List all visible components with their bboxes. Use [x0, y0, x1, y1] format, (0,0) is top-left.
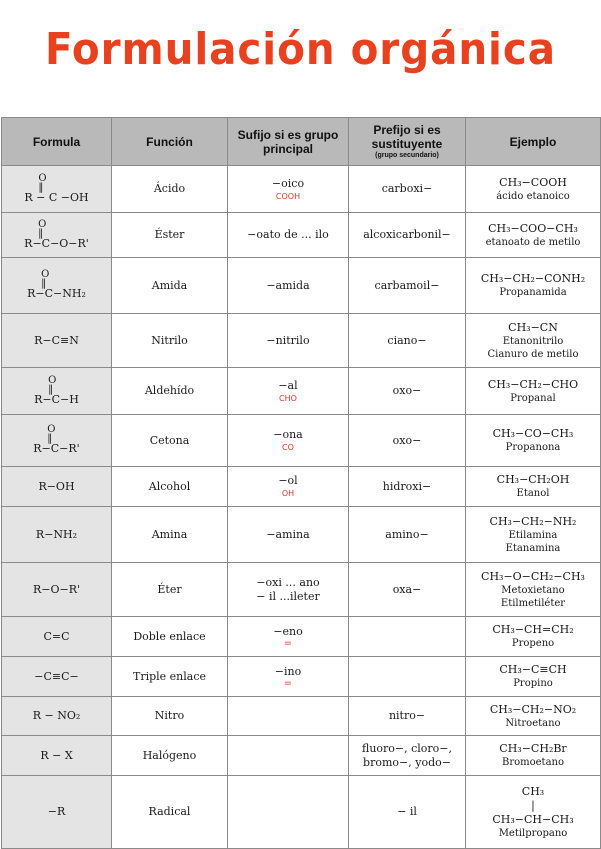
functional-groups-table	[1, 117, 601, 849]
formula-cell: R−OH	[2, 467, 112, 507]
formula-cell: −C≡C−	[2, 657, 112, 697]
prefijo-cell: oxo−	[349, 368, 466, 415]
table-row	[2, 415, 601, 467]
prefijo-cell: − il	[349, 776, 466, 849]
prefijo-cell	[349, 657, 466, 697]
table-row	[2, 467, 601, 507]
formula-cell: R−O−R'	[2, 563, 112, 617]
handwritten-note: COOH	[275, 191, 301, 201]
ejemplo-cell: CH₃−CH₂−NO₂ Nitroetano	[466, 697, 601, 736]
formula-cell: −R	[2, 776, 112, 849]
handwritten-note: =	[283, 638, 293, 649]
ejemplo-cell: CH₃−C≡CH Propino	[466, 657, 601, 697]
table-row	[2, 697, 601, 736]
funcion-cell: Alcohol	[112, 467, 228, 507]
funcion-cell: Aldehído	[112, 368, 228, 415]
formula-cell: R−C≡N	[2, 314, 112, 368]
table-row	[2, 617, 601, 657]
formula-cell: O ‖ R−C−R'	[2, 415, 112, 467]
funcion-cell: Halógeno	[112, 736, 228, 776]
formula-cell: R − NO₂	[2, 697, 112, 736]
header-prefijo: Prefijo si es sustituyente (grupo secundario)	[349, 118, 466, 166]
funcion-cell: Cetona	[112, 415, 228, 467]
formula-cell: O ‖ R−C−O−R'	[2, 213, 112, 258]
sufijo-cell: −amida	[228, 258, 349, 314]
funcion-cell: Éster	[112, 213, 228, 258]
prefijo-cell: alcoxicarbonil−	[349, 213, 466, 258]
prefijo-cell: carbamoil−	[349, 258, 466, 314]
sufijo-cell: −eno =	[228, 617, 349, 657]
prefijo-cell: nitro−	[349, 697, 466, 736]
sufijo-cell	[228, 776, 349, 849]
funcion-cell: Radical	[112, 776, 228, 849]
ejemplo-cell: CH₃−COOH ácido etanoico	[466, 166, 601, 213]
ejemplo-cell: CH₃−CH₂−NH₂ Etilamina Etanamina	[466, 507, 601, 563]
sufijo-cell: −oico COOH	[228, 166, 349, 213]
sufijo-cell: −ino =	[228, 657, 349, 697]
ejemplo-cell: CH₃−CH₂−CHO Propanal	[466, 368, 601, 415]
table-row	[2, 776, 601, 849]
prefijo-cell	[349, 617, 466, 657]
formula-cell: O ‖ R−C−H	[2, 368, 112, 415]
header-ejemplo: Ejemplo	[466, 118, 601, 166]
ejemplo-cell: CH₃−O−CH₂−CH₃ Metoxietano Etilmetiléter	[466, 563, 601, 617]
ejemplo-cell: CH₃−CN Etanonitrilo Cianuro de metilo	[466, 314, 601, 368]
formula-cell: O ‖ R − C −OH	[2, 166, 112, 213]
page-title: Formulación orgánica	[44, 24, 557, 75]
handwritten-note: CO	[282, 443, 294, 452]
ejemplo-cell: CH₃−CO−CH₃ Propanona	[466, 415, 601, 467]
handwritten-note: =	[283, 678, 293, 689]
table-row	[2, 736, 601, 776]
table-row	[2, 657, 601, 697]
ejemplo-cell: CH₃−COO−CH₃ etanoato de metilo	[466, 213, 601, 258]
formula-cell: O ‖ R−C−NH₂	[2, 258, 112, 314]
prefijo-cell: carboxi−	[349, 166, 466, 213]
header-row	[2, 118, 601, 166]
prefijo-cell: amino−	[349, 507, 466, 563]
table-row	[2, 368, 601, 415]
funcion-cell: Ácido	[112, 166, 228, 213]
sufijo-cell: −nitrilo	[228, 314, 349, 368]
header-funcion: Función	[112, 118, 228, 166]
sufijo-cell: −al CHO	[228, 368, 349, 415]
table-row	[2, 507, 601, 563]
prefijo-cell: hidroxi−	[349, 467, 466, 507]
prefijo-cell: oxa−	[349, 563, 466, 617]
ejemplo-cell: CH₃−CH₂OH Etanol	[466, 467, 601, 507]
prefijo-cell: ciano−	[349, 314, 466, 368]
table-row	[2, 258, 601, 314]
table-row	[2, 314, 601, 368]
ejemplo-cell: CH₃−CH₂−CONH₂ Propanamida	[466, 258, 601, 314]
ejemplo-cell: CH₃−CH₂Br Bromoetano	[466, 736, 601, 776]
formula-cell: C=C	[2, 617, 112, 657]
ejemplo-cell: CH₃ | CH₃−CH−CH₃ Metilpropano	[466, 776, 601, 849]
funcion-cell: Triple enlace	[112, 657, 228, 697]
handwritten-note: OH	[281, 489, 295, 498]
sufijo-cell: −ol OH	[228, 467, 349, 507]
prefijo-cell: fluoro−, cloro−, bromo−, yodo−	[349, 736, 466, 776]
funcion-cell: Nitro	[112, 697, 228, 736]
sufijo-cell: −oato de ... ilo	[228, 213, 349, 258]
formula-cell: R−NH₂	[2, 507, 112, 563]
table-row	[2, 213, 601, 258]
formula-cell: R − X	[2, 736, 112, 776]
sufijo-cell: −oxi ... ano − il ...ileter	[228, 563, 349, 617]
table-row	[2, 563, 601, 617]
table-row	[2, 166, 601, 213]
header-prefijo-note: (grupo secundario)	[375, 152, 439, 159]
funcion-cell: Éter	[112, 563, 228, 617]
funcion-cell: Nitrilo	[112, 314, 228, 368]
sufijo-cell: −amina	[228, 507, 349, 563]
prefijo-cell: oxo−	[349, 415, 466, 467]
funcion-cell: Doble enlace	[112, 617, 228, 657]
sufijo-cell	[228, 697, 349, 736]
header-sufijo: Sufijo si es grupo principal	[228, 118, 349, 166]
sufijo-cell	[228, 736, 349, 776]
funcion-cell: Amida	[112, 258, 228, 314]
header-formula: Formula	[2, 118, 112, 166]
funcion-cell: Amina	[112, 507, 228, 563]
ejemplo-cell: CH₃−CH=CH₂ Propeno	[466, 617, 601, 657]
sufijo-cell: −ona CO	[228, 415, 349, 467]
handwritten-note: CHO	[279, 393, 297, 403]
